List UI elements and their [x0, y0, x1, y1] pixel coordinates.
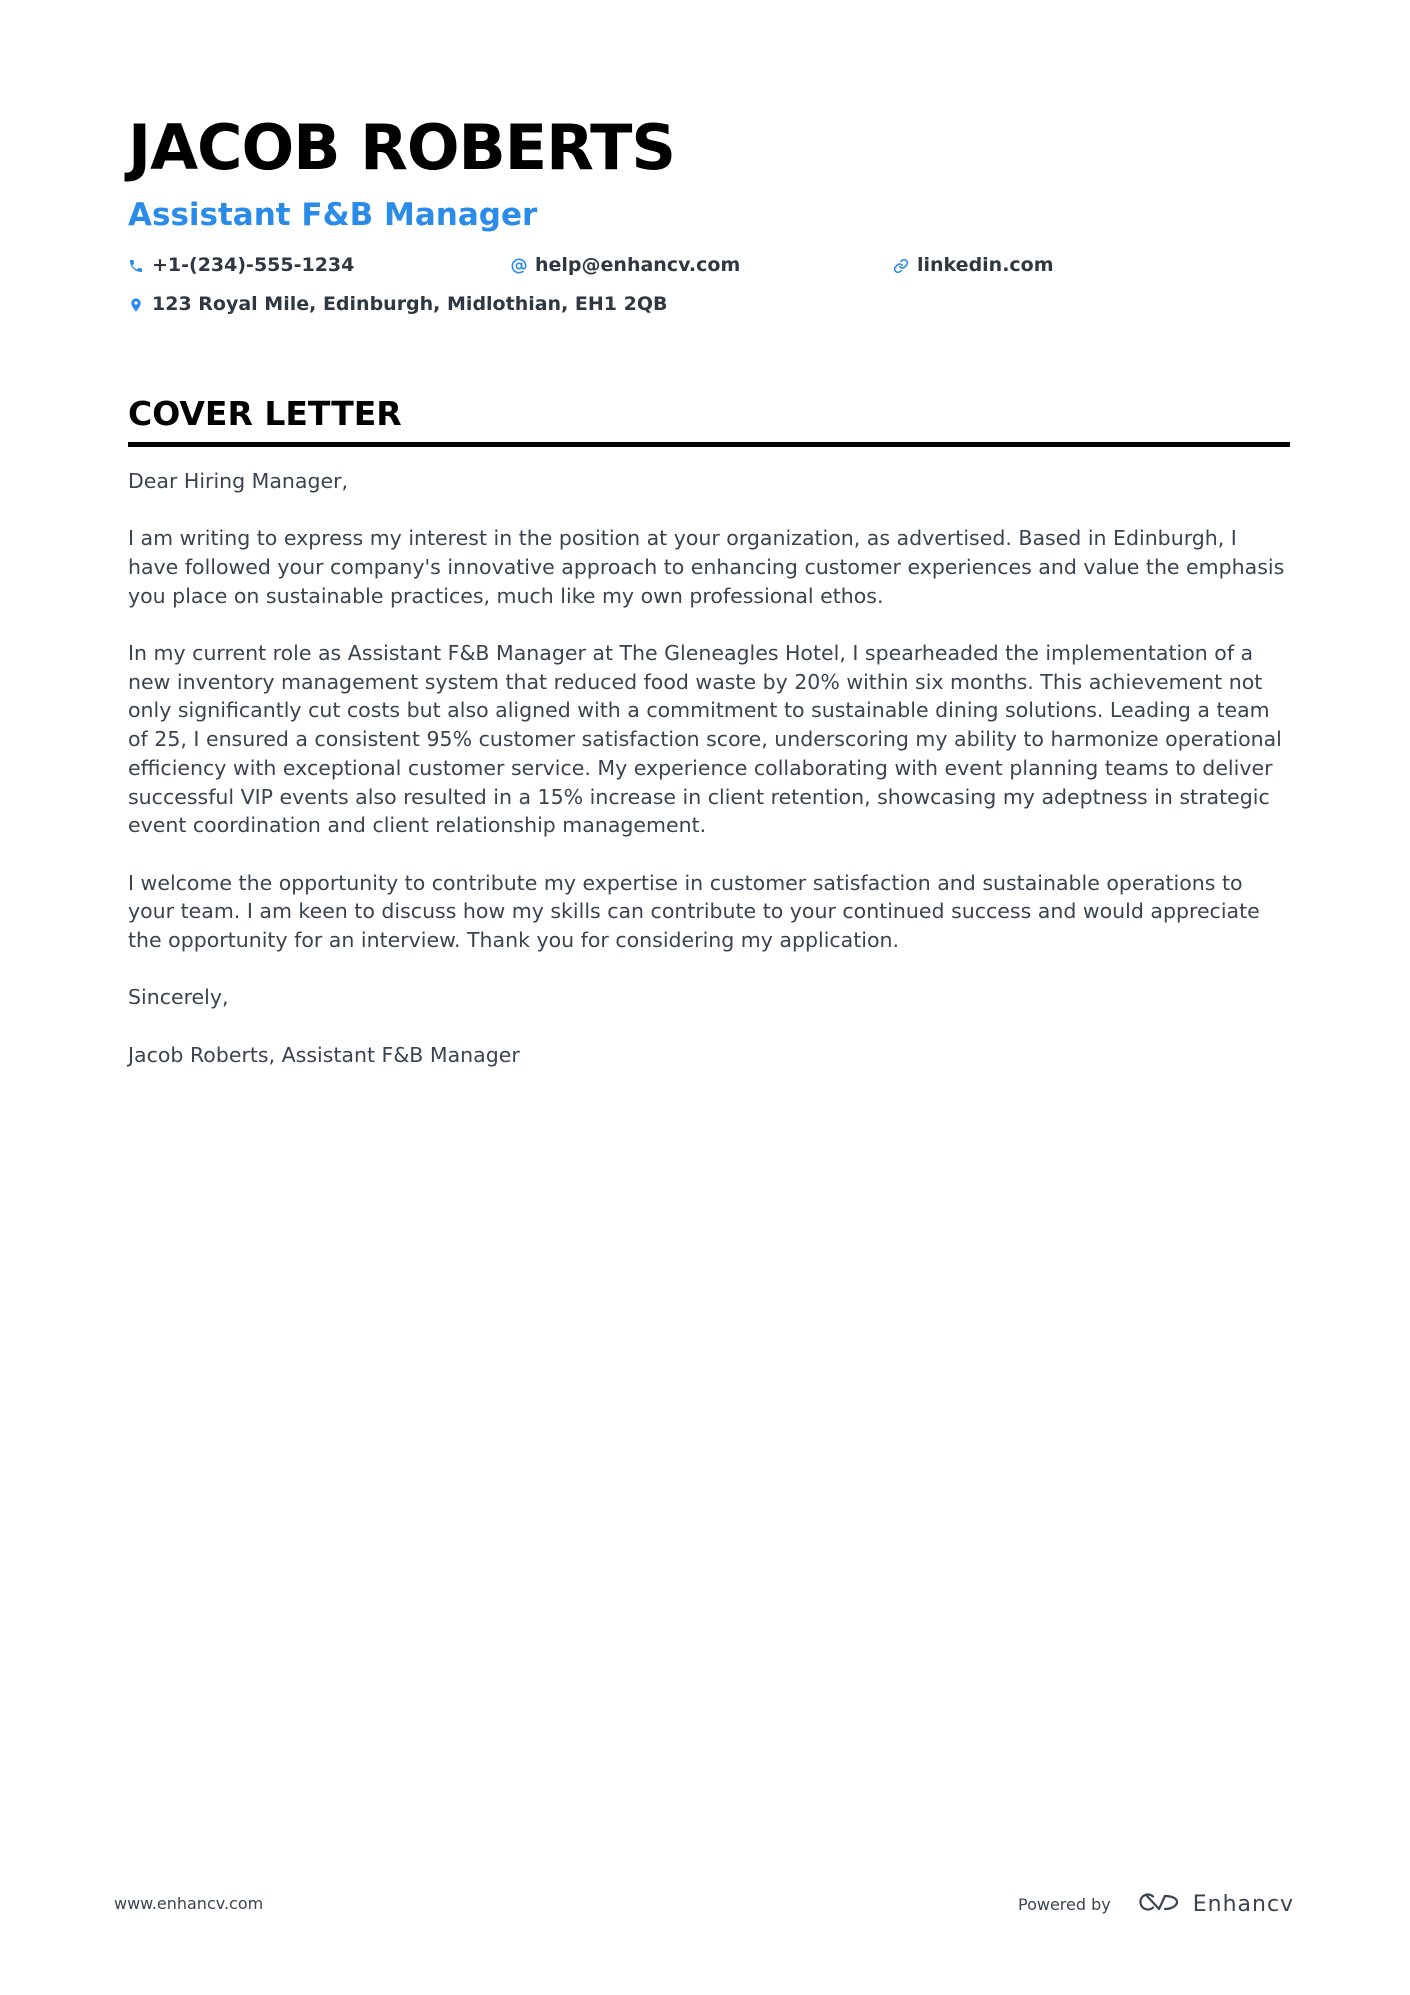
- letter-greeting: Dear Hiring Manager,: [128, 469, 349, 493]
- candidate-name: JACOB ROBERTS: [128, 111, 676, 184]
- letter-paragraph: I am writing to express my interest in the position at your organization, as advertised. Based in Edinburgh, I have followed your company's innovative approach to enhancing customer experiences and value the emphasis you place on sustainable practices, much like my own professional ethos.: [128, 526, 1285, 608]
- powered-by-label: Powered by: [1018, 1894, 1111, 1914]
- contact-email[interactable]: [511, 254, 740, 276]
- address-text: 123 Royal Mile, Edinburgh, Midlothian, EH1 2QB: [152, 293, 668, 315]
- brand-name: Enhancv: [1192, 1891, 1295, 1917]
- letter-closing: Sincerely,: [128, 985, 229, 1010]
- section-divider: [128, 442, 1290, 447]
- contact-info: [128, 254, 1288, 334]
- phone-text: +1-(234)-555-1234: [152, 254, 355, 276]
- letter-signature: Jacob Roberts, Assistant F&B Manager: [128, 1042, 520, 1067]
- footer-website[interactable]: www.enhancv.com: [114, 1894, 264, 1913]
- section-title: COVER LETTER: [128, 394, 402, 433]
- enhancv-logo-icon: [1137, 1890, 1183, 1918]
- contact-address: [128, 293, 667, 315]
- job-title: Assistant F&B Manager: [128, 197, 538, 233]
- brand-logo[interactable]: [1137, 1890, 1294, 1918]
- contact-phone: [128, 254, 354, 276]
- at-sign-icon: [511, 257, 527, 273]
- contact-linkedin[interactable]: [893, 254, 1054, 276]
- link-icon: [893, 257, 909, 273]
- map-pin-icon: [128, 296, 144, 312]
- letter-paragraph: I welcome the opportunity to contribute my expertise in customer satisfaction and sustainable operations to your team. I am keen to discuss how my skills can contribute to your continued success and would appreciate the opportunity for an interview. Thank you for considering my application.: [128, 870, 1260, 952]
- phone-icon: [128, 257, 144, 273]
- footer-branding: [1018, 1890, 1294, 1918]
- cover-letter-section: [128, 392, 1290, 1098]
- letter-paragraph: In my current role as Assistant F&B Manager at The Gleneagles Hotel, I spearheaded the implementation of a new inventory management system that reduced food waste by 20% within six months. This achievement not only significantly cut costs but also aligned with a commitment to sustainable dining solutions. Leading a team of 25, I ensured a consistent 95% customer satisfaction score, underscoring my ability to harmonize operational efficiency with exceptional customer service. My experience collaborating with event planning teams to deliver successful VIP events also resulted in a 15% increase in client retention, showcasing my adeptness in strategic event coordination and client relationship management.: [128, 641, 1282, 838]
- header: [128, 112, 1288, 334]
- letter-body: [128, 467, 1290, 1069]
- email-text[interactable]: help@enhancv.com: [535, 254, 741, 276]
- linkedin-text[interactable]: linkedin.com: [917, 254, 1054, 276]
